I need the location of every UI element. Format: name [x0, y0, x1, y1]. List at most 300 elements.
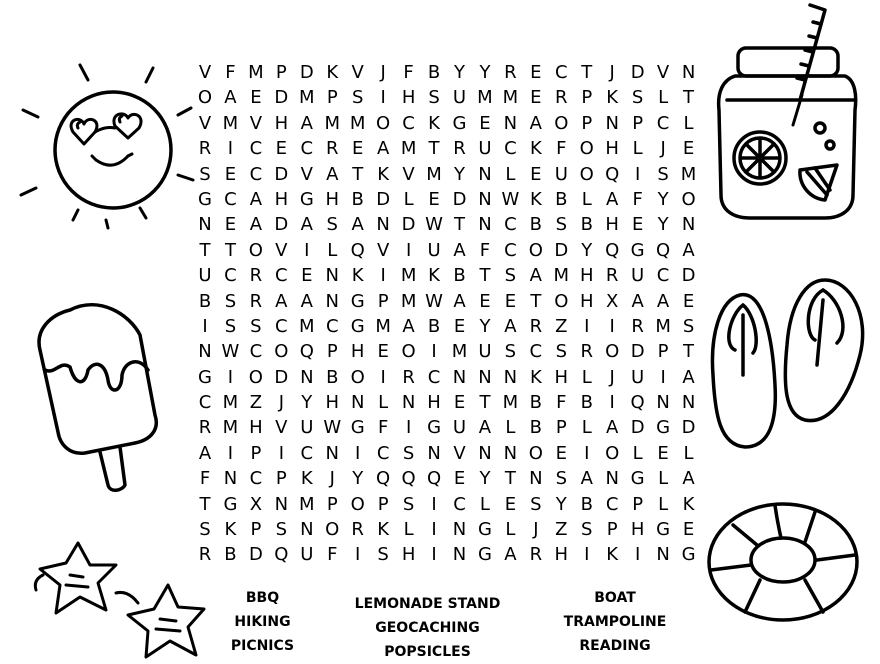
grid-letter[interactable]: G: [198, 366, 212, 388]
grid-letter[interactable]: O: [681, 188, 696, 210]
grid-letter[interactable]: Z: [555, 315, 568, 337]
grid-letter[interactable]: C: [300, 442, 314, 464]
grid-letter[interactable]: T: [454, 214, 465, 236]
grid-letter[interactable]: E: [428, 188, 440, 210]
grid-letter[interactable]: E: [530, 87, 542, 109]
grid-letter[interactable]: Q: [630, 392, 645, 414]
grid-letter[interactable]: D: [274, 214, 289, 236]
grid-letter[interactable]: K: [606, 544, 619, 566]
grid-letter[interactable]: N: [478, 366, 492, 388]
grid-letter[interactable]: M: [477, 87, 493, 109]
grid-letter[interactable]: H: [325, 392, 340, 414]
grid-letter[interactable]: A: [606, 417, 619, 439]
grid-letter[interactable]: I: [431, 544, 437, 566]
grid-letter[interactable]: J: [329, 468, 335, 490]
grid-letter[interactable]: C: [300, 138, 314, 160]
grid-letter[interactable]: O: [401, 341, 416, 363]
grid-letter[interactable]: Q: [605, 239, 620, 261]
grid-letter[interactable]: B: [427, 315, 441, 337]
grid-letter[interactable]: K: [529, 188, 542, 210]
grid-letter[interactable]: C: [427, 366, 441, 388]
grid-letter[interactable]: U: [198, 265, 212, 287]
grid-letter[interactable]: N: [681, 214, 696, 236]
grid-letter[interactable]: O: [274, 341, 289, 363]
grid-letter[interactable]: A: [326, 163, 339, 185]
grid-letter[interactable]: N: [605, 112, 619, 134]
grid-letter[interactable]: E: [682, 519, 695, 541]
grid-letter[interactable]: S: [351, 87, 364, 109]
grid-letter[interactable]: C: [605, 493, 619, 515]
grid-letter[interactable]: C: [504, 214, 517, 236]
grid-letter[interactable]: T: [683, 87, 695, 109]
grid-letter[interactable]: L: [505, 417, 516, 439]
grid-letter[interactable]: F: [327, 544, 338, 566]
grid-letter[interactable]: I: [355, 544, 361, 566]
grid-letter[interactable]: G: [477, 519, 492, 541]
grid-letter[interactable]: H: [579, 265, 594, 287]
grid-letter[interactable]: H: [605, 214, 619, 236]
grid-letter[interactable]: S: [199, 163, 211, 185]
grid-letter[interactable]: L: [581, 366, 592, 388]
grid-letter[interactable]: F: [403, 62, 414, 83]
grid-letter[interactable]: V: [402, 163, 415, 185]
grid-letter[interactable]: A: [300, 112, 313, 134]
grid-letter[interactable]: U: [427, 239, 441, 261]
grid-letter[interactable]: S: [377, 544, 389, 566]
grid-letter[interactable]: Y: [581, 239, 593, 261]
grid-letter[interactable]: U: [554, 163, 568, 185]
grid-letter[interactable]: U: [478, 341, 492, 363]
grid-letter[interactable]: O: [197, 87, 213, 109]
grid-letter[interactable]: B: [529, 214, 543, 236]
grid-letter[interactable]: L: [403, 188, 414, 210]
grid-letter[interactable]: M: [502, 392, 519, 414]
grid-letter[interactable]: R: [402, 366, 415, 388]
grid-letter[interactable]: E: [682, 290, 695, 312]
grid-letter[interactable]: A: [504, 544, 517, 566]
grid-letter[interactable]: I: [278, 442, 284, 464]
grid-letter[interactable]: U: [452, 417, 467, 439]
grid-letter[interactable]: N: [452, 366, 467, 388]
grid-letter[interactable]: A: [198, 442, 212, 464]
grid-letter[interactable]: K: [300, 468, 313, 490]
grid-letter[interactable]: T: [479, 265, 491, 287]
grid-letter[interactable]: A: [606, 188, 619, 210]
grid-letter[interactable]: P: [581, 87, 593, 109]
grid-letter[interactable]: Y: [479, 315, 491, 337]
grid-letter[interactable]: S: [555, 214, 568, 236]
grid-letter[interactable]: J: [380, 62, 386, 83]
grid-letter[interactable]: N: [529, 468, 543, 490]
grid-letter[interactable]: A: [224, 87, 237, 109]
grid-letter[interactable]: S: [530, 493, 542, 515]
grid-letter[interactable]: Y: [657, 214, 669, 236]
grid-letter[interactable]: H: [605, 138, 619, 160]
grid-letter[interactable]: I: [609, 392, 615, 414]
grid-letter[interactable]: C: [249, 138, 263, 160]
grid-letter[interactable]: T: [530, 290, 542, 312]
grid-letter[interactable]: Y: [454, 163, 465, 185]
grid-letter[interactable]: B: [427, 62, 441, 83]
grid-letter[interactable]: P: [377, 290, 389, 312]
grid-letter[interactable]: C: [249, 341, 263, 363]
grid-letter[interactable]: F: [225, 62, 236, 83]
grid-letter[interactable]: I: [405, 239, 412, 261]
grid-letter[interactable]: Y: [479, 62, 491, 83]
grid-letter[interactable]: T: [479, 392, 491, 414]
grid-letter[interactable]: B: [580, 493, 593, 515]
grid-letter[interactable]: N: [478, 442, 492, 464]
grid-letter[interactable]: A: [275, 290, 288, 312]
grid-letter[interactable]: B: [580, 214, 593, 236]
grid-letter[interactable]: V: [351, 62, 364, 83]
grid-letter[interactable]: R: [580, 341, 593, 363]
grid-letter[interactable]: U: [478, 138, 492, 160]
grid-letter[interactable]: N: [503, 112, 518, 134]
grid-letter[interactable]: Q: [426, 468, 442, 490]
grid-letter[interactable]: N: [478, 163, 492, 185]
grid-letter[interactable]: K: [351, 265, 364, 287]
grid-letter[interactable]: A: [376, 138, 390, 160]
grid-letter[interactable]: H: [325, 188, 340, 210]
grid-letter[interactable]: C: [376, 442, 390, 464]
grid-letter[interactable]: M: [451, 341, 468, 363]
grid-letter[interactable]: T: [199, 239, 211, 261]
grid-letter[interactable]: R: [198, 544, 212, 566]
grid-letter[interactable]: O: [579, 138, 594, 160]
grid-letter[interactable]: V: [198, 112, 212, 134]
grid-letter[interactable]: S: [657, 163, 669, 185]
grid-letter[interactable]: G: [681, 544, 696, 566]
grid-letter[interactable]: H: [274, 188, 289, 210]
grid-letter[interactable]: E: [682, 138, 695, 160]
grid-letter[interactable]: A: [682, 468, 695, 490]
grid-letter[interactable]: G: [427, 417, 442, 439]
grid-letter[interactable]: T: [581, 62, 593, 83]
grid-letter[interactable]: C: [325, 315, 339, 337]
grid-letter[interactable]: E: [352, 138, 364, 160]
grid-letter[interactable]: S: [504, 341, 517, 363]
grid-letter[interactable]: K: [428, 265, 440, 287]
grid-letter[interactable]: H: [249, 417, 263, 439]
grid-letter[interactable]: C: [529, 341, 543, 363]
grid-letter[interactable]: M: [680, 163, 697, 185]
grid-letter[interactable]: R: [529, 315, 543, 337]
grid-letter[interactable]: H: [274, 112, 289, 134]
grid-letter[interactable]: P: [250, 442, 262, 464]
grid-letter[interactable]: I: [304, 239, 310, 261]
grid-letter[interactable]: W: [425, 214, 443, 236]
grid-letter[interactable]: O: [554, 290, 569, 312]
grid-letter[interactable]: N: [681, 392, 696, 414]
grid-letter[interactable]: Y: [555, 493, 567, 515]
grid-letter[interactable]: A: [682, 239, 695, 261]
grid-letter[interactable]: G: [223, 493, 238, 515]
grid-letter[interactable]: J: [660, 138, 666, 160]
grid-letter[interactable]: M: [375, 315, 391, 337]
grid-letter[interactable]: L: [632, 138, 643, 160]
grid-letter[interactable]: R: [325, 138, 339, 160]
grid-letter[interactable]: N: [223, 468, 238, 490]
grid-letter[interactable]: T: [504, 468, 516, 490]
grid-letter[interactable]: E: [479, 290, 491, 312]
grid-letter[interactable]: I: [634, 544, 641, 566]
grid-letter[interactable]: T: [352, 163, 364, 185]
grid-letter[interactable]: B: [453, 265, 466, 287]
grid-letter[interactable]: G: [656, 519, 671, 541]
grid-letter[interactable]: S: [250, 315, 262, 337]
grid-letter[interactable]: O: [528, 442, 543, 464]
grid-letter[interactable]: G: [350, 290, 365, 312]
grid-letter[interactable]: M: [400, 265, 417, 287]
grid-letter[interactable]: A: [249, 188, 263, 210]
grid-letter[interactable]: L: [327, 239, 338, 261]
grid-letter[interactable]: P: [555, 417, 567, 439]
grid-letter[interactable]: L: [403, 519, 414, 541]
grid-letter[interactable]: U: [631, 265, 645, 287]
grid-letter[interactable]: A: [351, 214, 364, 236]
grid-letter[interactable]: L: [378, 392, 389, 414]
grid-letter[interactable]: E: [224, 214, 237, 236]
grid-letter[interactable]: N: [503, 366, 518, 388]
grid-letter[interactable]: K: [377, 519, 390, 541]
grid-letter[interactable]: W: [221, 341, 240, 363]
grid-letter[interactable]: I: [355, 442, 361, 464]
grid-letter[interactable]: S: [555, 468, 568, 490]
grid-letter[interactable]: S: [224, 290, 237, 312]
grid-letter[interactable]: P: [581, 112, 593, 134]
grid-letter[interactable]: R: [351, 519, 364, 541]
grid-letter[interactable]: E: [657, 442, 669, 464]
grid-letter[interactable]: I: [227, 366, 234, 388]
grid-letter[interactable]: N: [376, 214, 390, 236]
grid-letter[interactable]: M: [222, 392, 239, 414]
grid-letter[interactable]: C: [656, 112, 670, 134]
grid-letter[interactable]: P: [657, 341, 669, 363]
grid-letter[interactable]: S: [581, 519, 593, 541]
grid-letter[interactable]: L: [505, 163, 516, 185]
grid-letter[interactable]: V: [376, 239, 390, 261]
grid-letter[interactable]: H: [554, 366, 569, 388]
grid-letter[interactable]: O: [350, 493, 365, 515]
grid-letter[interactable]: D: [681, 265, 696, 287]
grid-letter[interactable]: N: [656, 392, 670, 414]
grid-letter[interactable]: G: [477, 544, 492, 566]
grid-letter[interactable]: Q: [401, 468, 416, 490]
grid-letter[interactable]: B: [224, 544, 237, 566]
grid-letter[interactable]: N: [681, 62, 696, 83]
grid-letter[interactable]: Q: [299, 341, 314, 363]
grid-letter[interactable]: O: [579, 163, 594, 185]
grid-letter[interactable]: I: [405, 417, 412, 439]
grid-letter[interactable]: M: [248, 62, 264, 83]
grid-letter[interactable]: Q: [350, 239, 365, 261]
grid-letter[interactable]: N: [300, 519, 314, 541]
grid-letter[interactable]: M: [655, 315, 671, 337]
grid-letter[interactable]: P: [632, 493, 644, 515]
grid-letter[interactable]: P: [632, 112, 644, 134]
grid-letter[interactable]: R: [605, 265, 619, 287]
grid-letter[interactable]: L: [683, 442, 694, 464]
grid-letter[interactable]: M: [299, 493, 315, 515]
grid-letter[interactable]: I: [380, 366, 386, 388]
grid-letter[interactable]: F: [556, 392, 567, 414]
grid-letter[interactable]: X: [606, 290, 619, 312]
grid-letter[interactable]: L: [632, 442, 643, 464]
grid-letter[interactable]: G: [452, 112, 467, 134]
grid-letter[interactable]: L: [581, 188, 592, 210]
grid-letter[interactable]: I: [380, 87, 386, 109]
grid-letter[interactable]: I: [431, 519, 437, 541]
grid-letter[interactable]: V: [198, 62, 212, 83]
grid-letter[interactable]: K: [377, 163, 390, 185]
grid-letter[interactable]: E: [224, 163, 237, 185]
grid-letter[interactable]: E: [479, 112, 491, 134]
grid-letter[interactable]: N: [198, 214, 212, 236]
grid-letter[interactable]: I: [634, 163, 641, 185]
grid-letter[interactable]: K: [224, 519, 237, 541]
grid-letter[interactable]: I: [431, 493, 437, 515]
grid-letter[interactable]: P: [326, 87, 338, 109]
grid-letter[interactable]: L: [658, 87, 669, 109]
grid-letter[interactable]: G: [350, 315, 365, 337]
grid-letter[interactable]: Y: [479, 468, 491, 490]
grid-letter[interactable]: G: [350, 417, 365, 439]
grid-letter[interactable]: V: [275, 239, 288, 261]
grid-letter[interactable]: M: [502, 87, 519, 109]
grid-letter[interactable]: U: [452, 87, 467, 109]
grid-letter[interactable]: S: [504, 265, 517, 287]
grid-letter[interactable]: K: [428, 112, 440, 134]
grid-letter[interactable]: B: [326, 366, 339, 388]
grid-letter[interactable]: C: [656, 265, 670, 287]
grid-letter[interactable]: N: [503, 442, 518, 464]
grid-letter[interactable]: W: [425, 290, 443, 312]
grid-letter[interactable]: P: [326, 493, 338, 515]
grid-letter[interactable]: P: [377, 493, 389, 515]
grid-letter[interactable]: E: [555, 442, 567, 464]
grid-letter[interactable]: T: [428, 138, 440, 160]
grid-letter[interactable]: R: [631, 315, 644, 337]
grid-letter[interactable]: P: [250, 519, 262, 541]
grid-letter[interactable]: P: [275, 62, 287, 83]
grid-letter[interactable]: A: [300, 290, 313, 312]
grid-letter[interactable]: Z: [555, 519, 568, 541]
grid-letter[interactable]: T: [224, 239, 236, 261]
grid-letter[interactable]: R: [198, 138, 212, 160]
grid-letter[interactable]: H: [401, 87, 416, 109]
grid-letter[interactable]: S: [224, 315, 237, 337]
grid-letter[interactable]: S: [275, 519, 288, 541]
grid-letter[interactable]: K: [529, 366, 542, 388]
grid-letter[interactable]: C: [275, 315, 288, 337]
grid-letter[interactable]: U: [300, 417, 314, 439]
grid-letter[interactable]: A: [300, 214, 313, 236]
grid-letter[interactable]: B: [198, 290, 212, 312]
grid-letter[interactable]: F: [199, 468, 211, 490]
grid-letter[interactable]: C: [402, 112, 415, 134]
grid-letter[interactable]: S: [326, 214, 338, 236]
grid-letter[interactable]: W: [323, 417, 342, 439]
grid-letter[interactable]: N: [478, 188, 492, 210]
grid-letter[interactable]: D: [274, 366, 289, 388]
grid-letter[interactable]: L: [658, 468, 669, 490]
grid-letter[interactable]: F: [632, 188, 643, 210]
grid-letter[interactable]: C: [275, 265, 288, 287]
grid-letter[interactable]: A: [682, 366, 695, 388]
grid-letter[interactable]: E: [275, 138, 288, 160]
grid-letter[interactable]: D: [274, 87, 289, 109]
grid-letter[interactable]: C: [504, 138, 517, 160]
grid-letter[interactable]: Z: [249, 392, 263, 414]
grid-letter[interactable]: N: [452, 544, 467, 566]
grid-letter[interactable]: M: [553, 265, 570, 287]
grid-letter[interactable]: M: [222, 112, 239, 134]
grid-letter[interactable]: N: [325, 442, 339, 464]
grid-letter[interactable]: H: [350, 341, 365, 363]
grid-letter[interactable]: D: [401, 214, 416, 236]
grid-letter[interactable]: N: [401, 392, 416, 414]
grid-letter[interactable]: N: [656, 544, 670, 566]
grid-letter[interactable]: P: [275, 468, 287, 490]
grid-letter[interactable]: D: [630, 62, 645, 83]
grid-letter[interactable]: A: [453, 239, 466, 261]
grid-letter[interactable]: J: [278, 392, 284, 414]
grid-letter[interactable]: N: [350, 392, 365, 414]
grid-letter[interactable]: E: [453, 468, 466, 490]
grid-letter[interactable]: A: [580, 468, 593, 490]
grid-letter[interactable]: O: [605, 442, 620, 464]
grid-letter[interactable]: C: [249, 468, 263, 490]
grid-letter[interactable]: J: [609, 62, 615, 83]
grid-letter[interactable]: T: [683, 341, 695, 363]
grid-letter[interactable]: Q: [605, 163, 620, 185]
grid-letter[interactable]: R: [198, 417, 212, 439]
grid-letter[interactable]: S: [631, 87, 644, 109]
grid-letter[interactable]: A: [529, 265, 542, 287]
grid-letter[interactable]: A: [249, 214, 263, 236]
grid-letter[interactable]: I: [660, 366, 666, 388]
grid-letter[interactable]: L: [581, 417, 592, 439]
grid-letter[interactable]: D: [630, 341, 645, 363]
grid-letter[interactable]: N: [198, 341, 212, 363]
grid-letter[interactable]: M: [400, 138, 417, 160]
grid-letter[interactable]: Q: [274, 544, 289, 566]
grid-letter[interactable]: F: [479, 239, 491, 261]
grid-letter[interactable]: C: [224, 188, 237, 210]
grid-letter[interactable]: J: [609, 366, 615, 388]
grid-letter[interactable]: E: [504, 493, 517, 515]
grid-letter[interactable]: T: [199, 493, 211, 515]
grid-letter[interactable]: E: [250, 87, 262, 109]
grid-letter[interactable]: C: [453, 493, 466, 515]
grid-letter[interactable]: L: [479, 493, 490, 515]
grid-letter[interactable]: I: [431, 341, 437, 363]
grid-letter[interactable]: N: [325, 290, 339, 312]
grid-letter[interactable]: I: [609, 315, 615, 337]
grid-letter[interactable]: E: [631, 214, 644, 236]
grid-letter[interactable]: K: [326, 62, 339, 83]
grid-letter[interactable]: O: [528, 239, 543, 261]
grid-letter[interactable]: J: [533, 519, 539, 541]
grid-letter[interactable]: D: [452, 188, 467, 210]
grid-letter[interactable]: O: [350, 366, 365, 388]
grid-letter[interactable]: S: [402, 493, 415, 515]
grid-letter[interactable]: A: [529, 112, 542, 134]
grid-letter[interactable]: S: [555, 341, 568, 363]
grid-letter[interactable]: O: [248, 366, 263, 388]
grid-letter[interactable]: N: [325, 265, 339, 287]
